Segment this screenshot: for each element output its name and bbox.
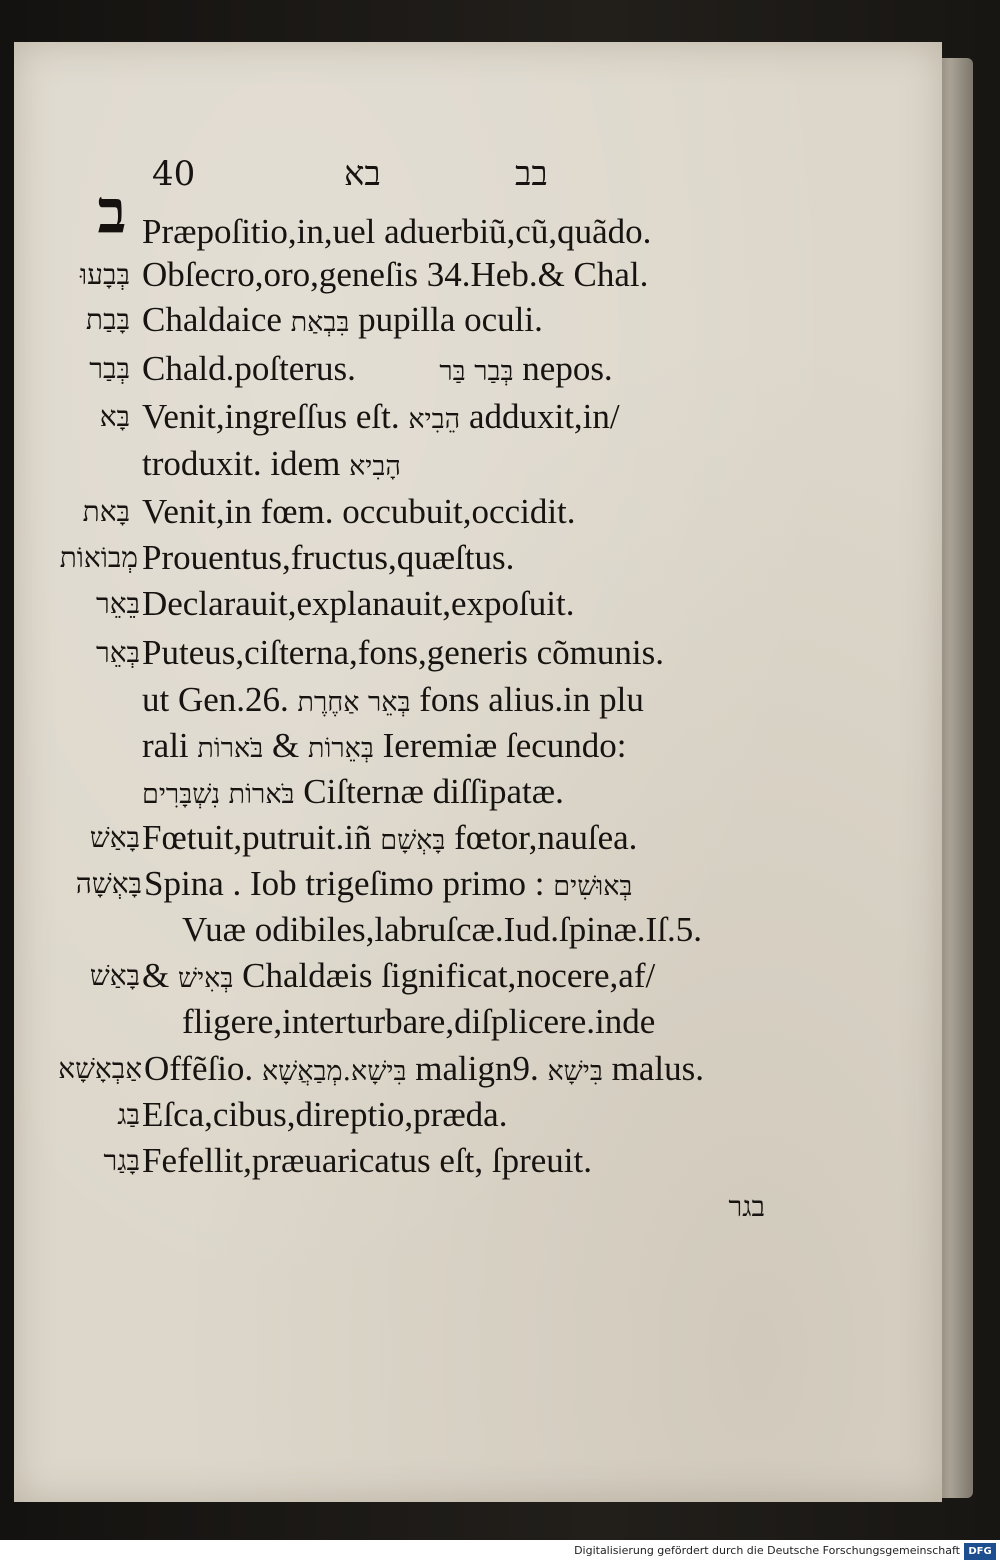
entry-text: Fœtuit,putruit.iñ: [142, 818, 372, 857]
catchword: בגר: [728, 1190, 765, 1223]
entry-text: Eſca,cibus,direptio,præda.: [142, 1095, 508, 1134]
entry-line: [142, 1137, 592, 1185]
entry-text: Chaldæis ſignificat,nocere,af/: [242, 956, 656, 995]
entry-line: [142, 676, 644, 724]
entry-line: [142, 393, 620, 441]
hebrew-inline: בִּישָׁא.מְבַאֲשָׁא: [261, 1056, 407, 1087]
entry-text: ut Gen.26.: [142, 680, 289, 719]
entry-lemma: בָּגַר: [103, 1144, 140, 1177]
entry-line: [142, 768, 564, 816]
entry-line: [142, 296, 543, 344]
entry-lemma: בְּאֵר: [95, 636, 140, 669]
entry-text: Obſecro,oro,geneſis 34.Heb.& Chal.: [142, 255, 649, 294]
entry-line: [142, 814, 637, 862]
entry-lemma: מְבוֹאוֹת: [59, 541, 138, 574]
entry-line: [182, 998, 655, 1046]
entry-text: Ciſternæ diſſipatæ.: [303, 772, 564, 811]
entry-text: Prouentus,fructus,quæſtus.: [142, 538, 515, 577]
entry-lemma: בֵּאֵר: [95, 587, 140, 620]
entry-lemma: בָּאְשָׁה: [75, 867, 142, 900]
hebrew-inline: הָבִיא: [349, 451, 401, 482]
entry-text: Chald.poſterus.: [142, 349, 356, 388]
entry-lemma: בְּבַר: [89, 352, 130, 385]
entry-line: [142, 722, 627, 770]
entry-text: Præpoſitio,in,uel aduerbiũ,cũ,quãdo.: [142, 212, 652, 251]
entry-line: [142, 1091, 507, 1139]
footer-bar: [0, 1540, 1000, 1565]
entry-text: Vuæ odibiles,labruſcæ.Iud.ſpinæ.Iſ.5.: [182, 910, 702, 949]
entry-text: Venit,ingreſſus eſt.: [142, 397, 400, 436]
entry-text: Puteus,ciſterna,fons,generis cõmunis.: [142, 633, 664, 672]
entry-text: Fefellit,præuaricatus eſt, ſpreuit.: [142, 1141, 593, 1180]
entry-lemma: בָּבַת: [85, 303, 130, 336]
entry-text: nepos.: [522, 349, 613, 388]
entry-text: &: [142, 956, 170, 995]
entry-text: Spina . Iob trigeſimo primo :: [144, 864, 545, 903]
hebrew-inline: בְּאֵרוֹת: [307, 733, 374, 764]
entry-line: [142, 345, 613, 393]
hebrew-inline: בְּאֵר אַחֶרֶת: [297, 687, 411, 718]
entry-text: Declarauit,explanauit,expoſuit.: [142, 584, 575, 623]
entry-line: [142, 440, 401, 488]
entry-text: fons alius.in plu: [419, 680, 644, 719]
hebrew-inline: בָּאְשָׁם: [380, 825, 446, 856]
entry-lemma: בָּאַשׁ: [89, 959, 140, 992]
entry-line: [142, 952, 655, 1000]
funding-credit: Digitalisierung gefördert durch die Deutsche Forschungsgemeinschaft: [574, 1544, 960, 1557]
dfg-logo: DFG: [964, 1543, 996, 1560]
entry-lemma: בַּג: [117, 1098, 140, 1131]
initial-letter: ב: [97, 177, 127, 247]
entry-line: [142, 629, 664, 677]
entry-text: malign9.: [415, 1049, 539, 1088]
entry-line: [144, 1045, 704, 1093]
entry-lemma: אַבְאָשָׁא: [58, 1052, 142, 1085]
hebrew-inline: בִּישָׁא: [547, 1056, 603, 1087]
hebrew-inline: בְּאִישׁ: [177, 963, 234, 994]
hebrew-inline: בְּאוּשִׁים: [553, 871, 633, 902]
hebrew-inline: בְּבַר בַּר: [439, 356, 514, 387]
hebrew-inline: בִּבְאַת: [290, 307, 350, 338]
entry-line: [144, 860, 632, 908]
entry-text: rali: [142, 726, 189, 765]
hebrew-inline: בֹּארוֹת: [197, 733, 264, 764]
entry-line: [142, 251, 648, 299]
entry-text: adduxit,in/: [468, 397, 620, 436]
entry-text: fœtor,nauſea.: [454, 818, 638, 857]
entry-text: Ieremiæ ſecundo:: [382, 726, 627, 765]
entry-text: malus.: [611, 1049, 704, 1088]
running-header: [0, 152, 1000, 202]
entry-text: Chaldaice: [142, 300, 282, 339]
hebrew-inline: הֵבִיא: [408, 404, 461, 435]
entry-line: [142, 580, 574, 628]
entry-lemma: בָּאת: [82, 495, 130, 528]
page-number: 40: [152, 154, 196, 194]
entry-line: [142, 534, 514, 582]
running-head-hebrew-left: בא: [344, 154, 381, 194]
entry-lemma: בָּא: [99, 400, 130, 433]
entry-text: fligere,interturbare,diſplicere.inde: [182, 1002, 656, 1041]
entry-line: [182, 906, 702, 954]
entry-text: Venit,in fœm. occubuit,occidit.: [142, 492, 576, 531]
hebrew-inline: בֹּארוֹת נִשְׁבָּרִים: [142, 779, 295, 810]
entry-line: [142, 208, 651, 256]
entry-lemma: בָּאַשׁ: [89, 821, 140, 854]
entry-text: Offẽſio.: [144, 1049, 254, 1088]
entry-text: troduxit. idem: [142, 444, 341, 483]
entry-text: &: [272, 726, 300, 765]
entry-lemma: בְּבָעוּ: [80, 258, 130, 291]
entry-text: pupilla oculi.: [358, 300, 543, 339]
running-head-hebrew-right: בב: [515, 154, 548, 194]
entry-line: [142, 488, 576, 536]
